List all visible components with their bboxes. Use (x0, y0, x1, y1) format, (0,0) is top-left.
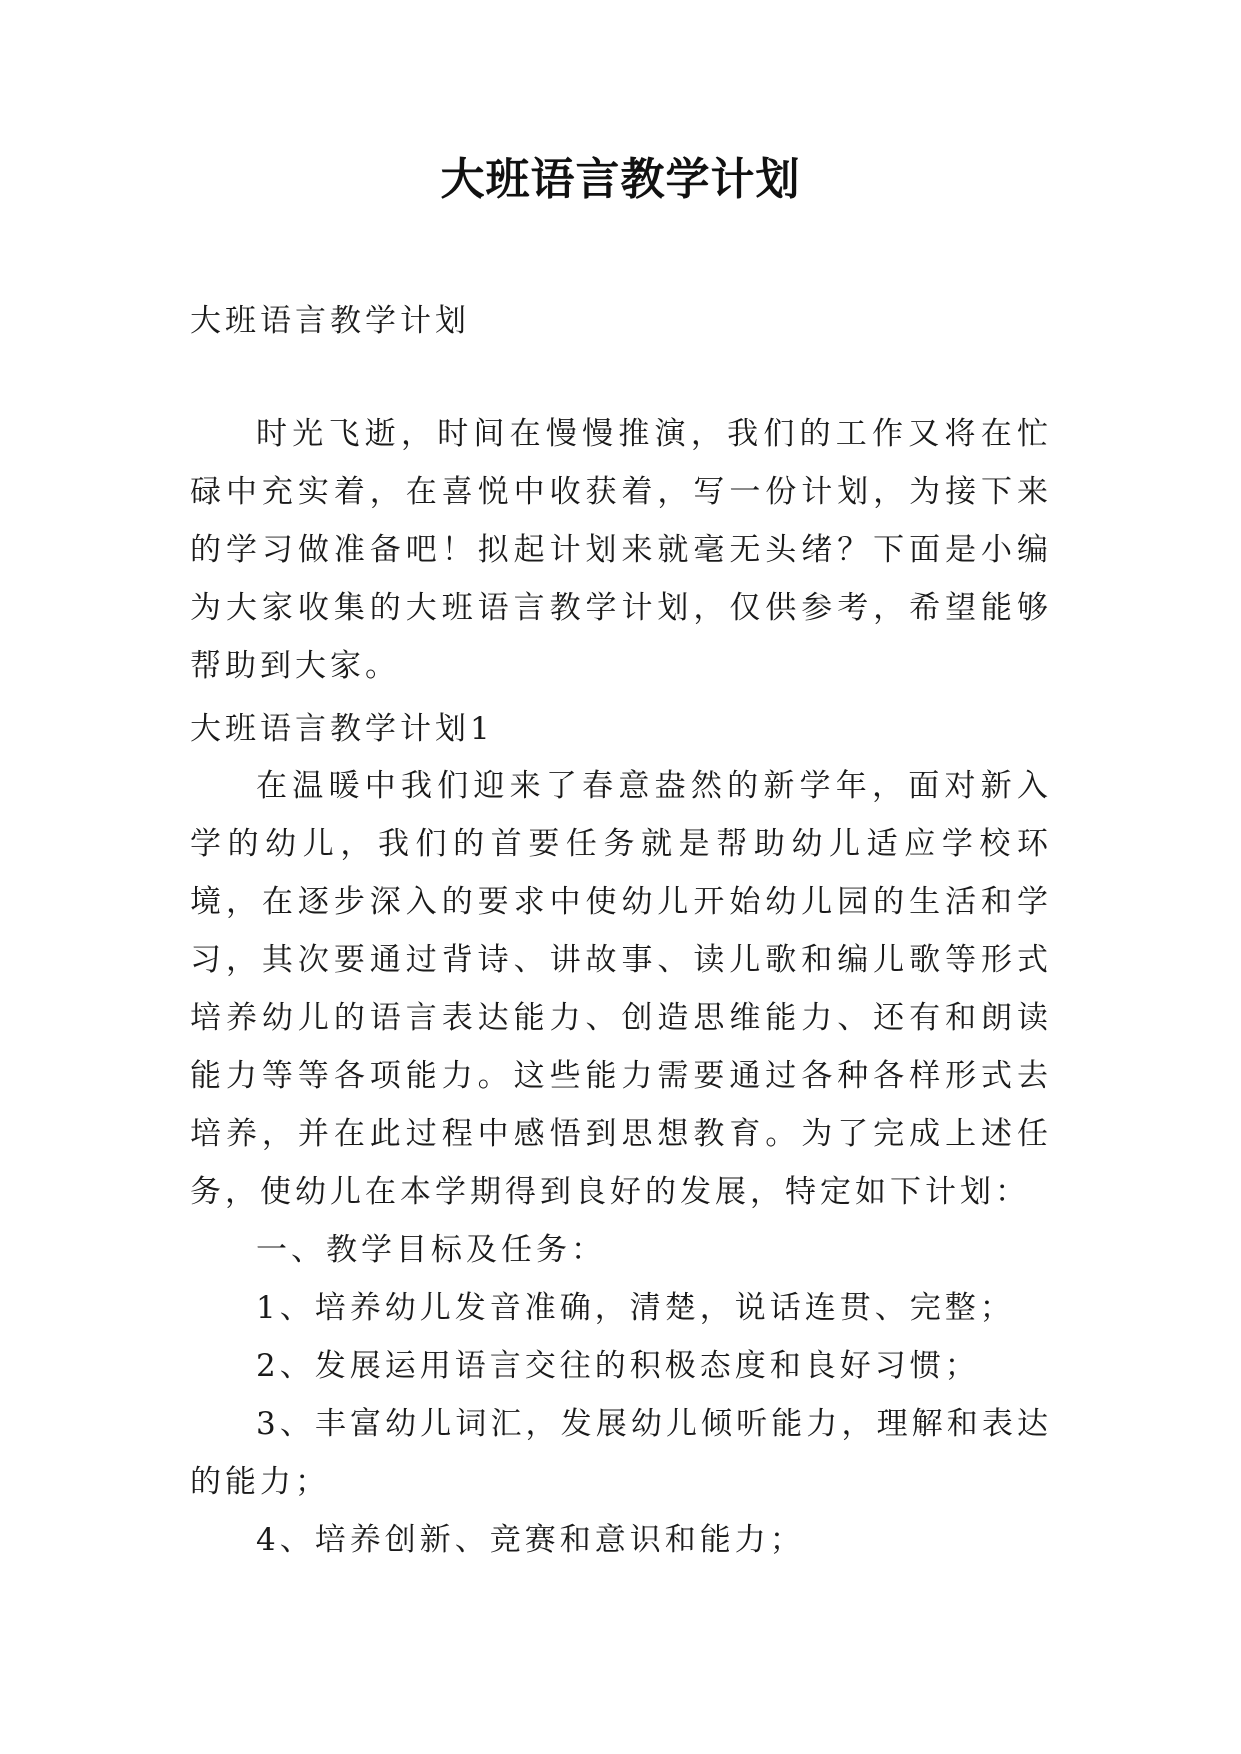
intro-paragraph: 时光飞逝，时间在慢慢推演，我们的工作又将在忙碌中充实着，在喜悦中收获着，写一份计划，为接下来的学习做准备吧！拟起计划来就毫无头绪？下面是小编为大家收集的大班语言教学计划，仅供参考，希望能够帮助到大家。 (190, 416, 1052, 684)
section-1-heading: 大班语言教学计划1 (190, 711, 494, 747)
section-1-paragraph: 在温暖中我们迎来了春意盎然的新学年，面对新入学的幼儿，我们的首要任务就是帮助幼儿适应学校环境，在逐步深入的要求中使幼儿开始幼儿园的生活和学习，其次要通过背诗、讲故事、读儿歌和编儿歌等形式培养幼儿的语言表达能力、创造思维能力、还有和朗读能力等等各项能力。这些能力需要通过各种各样形式去培养，并在此过程中感悟到思想教育。为了完成上述任务，使幼儿在本学期得到良好的发展，特定如下计划： (190, 768, 1052, 1210)
section-1-goal-item: 1、培养幼儿发音准确，清楚，说话连贯、完整； (256, 1290, 1015, 1326)
document-subtitle: 大班语言教学计划 (190, 303, 470, 339)
document-title: 大班语言教学计划 (440, 154, 801, 205)
section-1-body (190, 757, 1052, 1569)
section-1-goals-heading: 一、教学目标及任务： (256, 1232, 606, 1268)
section-1-goal-item: 3、丰富幼儿词汇，发展幼儿倾听能力，理解和表达的能力； (190, 1406, 1052, 1500)
section-1-goal-item: 4、培养创新、竞赛和意识和能力； (256, 1522, 805, 1558)
section-1-goal-item: 2、发展运用语言交往的积极态度和良好习惯； (256, 1348, 980, 1384)
